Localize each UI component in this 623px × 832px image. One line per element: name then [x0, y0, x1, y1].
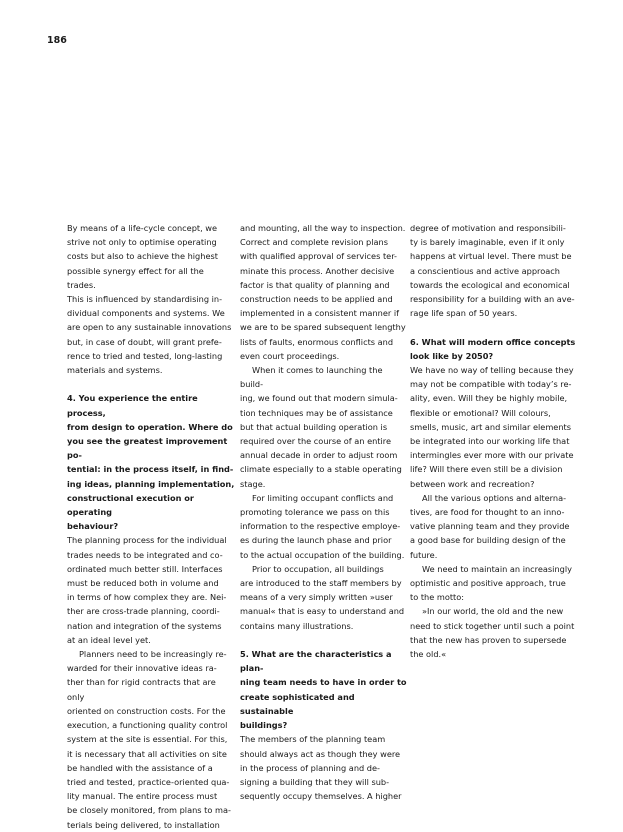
- question-heading-6: 6. What will modern office concepts look like by 2050?: [410, 336, 576, 361]
- question-heading-4: 4. You experience the entire process, from design to operation. Where do you see the greatest improvement po- tential: in the process itself, in find- ing ideas, planning implementation, constructional execution or operating behaviour?: [67, 393, 235, 532]
- paragraph: degree of motivation and responsibili- ty is barely imaginable, even if it only happens at virtual level. There must be a conscientious and active approach towards the ecological and economical responsibility for a building with an ave- rage life span of 50 years.: [410, 223, 575, 319]
- paragraph: We have no way of telling because they may not be compatible with today’s re- ality, even. Will they be highly mobile, flexible or emotional? Will colours, smells, music, art and similar elements be integrated into our working life that intermingles ever more with our private life? Will there even still be a division between work and recreation?: [410, 365, 574, 489]
- text-column-2: [240, 221, 408, 803]
- paragraph: For limiting occupant conflicts and promoting tolerance we pass on this information to the respective employe- es during the launch phase and prior to the actual occupation of the building.: [240, 492, 405, 560]
- page-number: 186: [47, 35, 67, 46]
- text-column-1: [67, 221, 235, 832]
- text-column-3: [410, 221, 578, 661]
- paragraph: and mounting, all the way to inspection. Correct and complete revision plans with qualified approval of services ter- minate this process. Another decisive factor is that quality of planning and construction needs to be applied and implemented in a consistent manner if we are to be spared subsequent lengthy lists of faults, enormous conflicts and even court proceedings.: [240, 223, 406, 361]
- paragraph: Planners need to be increasingly re- warded for their innovative ideas ra- ther than for rigid contracts that are only oriented on construction costs. For the execution, a functioning quality control system at the site is essential. For this, it is necessary that all activities on site be handled with the assistance of a tried and tested, practice-oriented qua- lity manual. The entire process must be closely monitored, from plans to ma- terials being delivered, to installation: [67, 649, 231, 830]
- paragraph: When it comes to launching the build- ing, we found out that modern simula- tion techniques may be of assistance but that actual building operation is required over the course of an entire annual decade in order to adjust room climate especially to a stable operating stage.: [240, 365, 402, 489]
- question-heading-5: 5. What are the characteristics a plan- ning team needs to have in order to create sophisticated and sustainable buildings?: [240, 649, 407, 731]
- paragraph: We need to maintain an increasingly optimistic and positive approach, true to the motto:: [410, 563, 572, 603]
- paragraph: Prior to occupation, all buildings are introduced to the staff members by means of a very simply written »user manual« that is easy to understand and contains many illustrations.: [240, 563, 405, 631]
- quote-paragraph: »In our world, the old and the new need to stick together until such a point that the new has proven to supersede the old.«: [410, 606, 575, 660]
- paragraph: All the various options and alterna- tives, are food for thought to an inno- vative planning team and they provide a good base for building design of the future.: [410, 492, 570, 560]
- paragraph: By means of a life-cycle concept, we strive not only to optimise operating costs but also to achieve the highest possible synergy effect for all the trades. This is influenced by standardising in- dividual components and systems. We are open to any sustainable innovations but, in case of doubt, will grant prefe- rence to tried and tested, long-lasting materials and systems.: [67, 223, 232, 376]
- paragraph: The planning process for the individual trades needs to be integrated and co- ordinated much better still. Interfaces must be reduced both in volume and in terms of how complex they are. Nei- ther are cross-trade planning, coordi- nation and integration of the systems at an ideal level yet.: [67, 535, 227, 645]
- paragraph: The members of the planning team should always act as though they were in the process of planning and de- signing a building that they will sub- sequently occupy themselves. A higher: [240, 734, 402, 802]
